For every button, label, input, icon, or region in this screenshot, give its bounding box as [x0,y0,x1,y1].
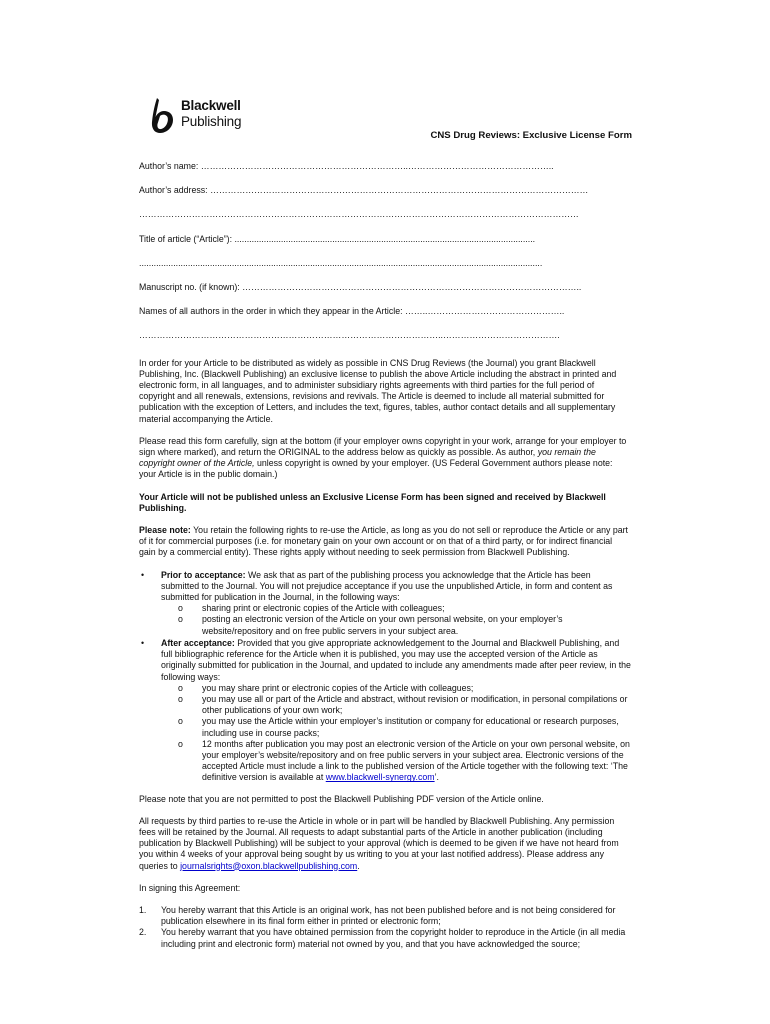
authors-name-field[interactable]: Author’s name: ……………………………………………………………..………………………………………….. [139,161,554,171]
blackwell-b-logo-icon [147,96,177,136]
item-text: You hereby warrant that you have obtained permission from the copyright holder to reproduce in the Article (in all media including print and electronic form) material not owned by you, and that you have acknowledged the source; [161,927,626,949]
authors-names-field[interactable]: Names of all authors in the order in which they appear in the Article: ……..……………………………………….. [139,306,565,317]
authors-address-field[interactable]: Author’s address: ………………………………………………………………………………………………………………… [139,185,589,196]
logo-wordmark [181,98,241,130]
item-number: 2. [139,927,147,938]
after-acceptance-text: Provided that you give appropriate acknowledgement to the Journal and Blackwell Publishing, and full bibliographic reference for the Article when it is published, you may use the accepted version of the Article as originally submitted for publication in the Journal, and updated to include any amendments made after peer review, in the following ways: [161,637,631,682]
pdf-notice-paragraph: Please note that you are not permitted to post the Blackwell Publishing PDF version of the Article online. [139,793,544,804]
rights-email-link[interactable]: journalsrights@oxon.blackwellpublishing.com [180,860,358,871]
manuscript-number-field[interactable]: Manuscript no. (if known): …………………………………………………………………………………………………….. [139,282,582,293]
retained-rights-paragraph [139,525,631,559]
warranty-list [139,905,631,950]
blackwell-logo [147,96,247,136]
form-body [139,161,631,950]
list-item [161,739,631,784]
list-item: o you may share print or electronic copies of the Article with colleagues; [161,683,631,694]
list-item [139,638,631,784]
copyright-owner-note: you remain the copyright owner of the Article, [139,447,596,469]
item-number: 1. [139,904,147,915]
rights-list [139,570,631,784]
form-title: CNS Drug Reviews: Exclusive License Form [430,130,632,141]
license-grant-paragraph: In order for your Article to be distributed as widely as possible in CNS Drug Reviews (the Journal) you grant Blackwell Publishing, Inc. (Blackwell Publishing) an exclusive license to publish the above Article including the abstract in printed and electronic form, in all languages, and to administer subsidiary rights agreements with third parties for the full period of copyright and all renewals, extensions, revisions and revivals. The Article is deemed to include all material submitted for publication with the exception of Letters, and includes the text, figures, tables, author contact details and all supplementary material accompanying the Article. [139,357,617,424]
logo-line2: Publishing [181,114,242,129]
prior-acceptance-label: Prior to acceptance: [161,569,246,580]
third-party-text-end: . [357,860,360,871]
signing-intro: In signing this Agreement: [139,882,241,893]
synergy-link[interactable]: www.blackwell-synergy.com [325,772,435,783]
list-item: o you may use all or part of the Article and abstract, without revision or modification, in personal compilations or other publications of your own work; [161,694,631,716]
logo-line1: Blackwell [181,98,241,113]
after-acceptance-label: After acceptance: [161,637,235,648]
prior-acceptance-text: We ask that as part of the publishing process you acknowledge that the Article has been submitted to the Journal. You will not prejudice acceptance if you use the unpublished Article, in form and content as submitted for publication in the Journal, in the following ways: [161,569,613,603]
instructions-paragraph [139,436,631,481]
please-note-label: Please note: [139,525,191,536]
third-party-text: All requests by third parties to re-use the Article in whole or in part will be handled by Blackwell Publishing. Any permission fees will be retained by the Journal. All requests to adapt substantial parts of the Article in another publication (including publication by Blackwell Publishing) will be subject to your approval (which is deemed to be given if we have not heard from you within 4 weeks of your approval being sought by us writing to you at your last notified address). Please address any queries to [139,815,619,871]
list-item: o posting an electronic version of the Article on your own personal website, on your employer’s website/repository and on free public servers in your subject area. [161,614,631,636]
retained-rights-text: You retain the following rights to re-use the Article, as long as you do not sell or reproduce the Article or any part of it for commercial purposes (i.e. for monetary gain on your own account or on that of a third party, or for indirect financial gain by a commercial entity). These rights apply without needing to seek permission from Blackwell Publishing. [139,525,629,558]
article-title-continuation-field[interactable]: ..................................................................................................................................................................... [139,257,543,268]
list-item [139,905,631,927]
article-title-field[interactable]: Title of article (“Article”): ........................................................................................................................... [139,233,536,244]
authors-names-continuation-field[interactable]: …………………………………………………………………………………………..…………………………………. [139,330,560,341]
publication-warning: Your Article will not be published unless an Exclusive License Form has been signed and received by Blackwell Publishing. [139,491,606,513]
item-text: You hereby warrant that this Article is an original work, has not been published before and is not being considered for publication elsewhere in its final form either in printed or electronic form; [161,904,616,927]
instructions-text-end: unless copyright is owned by your employer. (US Federal Government authors please note: your Article is in the public domain.) [139,458,613,480]
list-item: o you may use the Article within your employer’s institution or company for educational or research purposes, including use in course packs; [161,716,631,738]
posting-text-end: ’. [434,772,439,783]
posting-text: 12 months after publication you may post an electronic version of the Article on your own personal website, on your employer’s website/repository and on free public servers in your subject area. Electronic versions of the accepted Article must include a link to the published version of the Article together with the following text: ‘The definitive version is available at [202,738,630,783]
instructions-text: Please read this form carefully, sign at the bottom (if your employer owns copyright in your work, arrange for your employer to sign where marked), and return the ORIGINAL to the address below as quickly as possible. As author, [139,435,627,458]
third-party-requests-paragraph [139,816,631,872]
list-item [139,927,631,949]
authors-address-continuation-field[interactable]: …………………………………………………………………………………………………………………………………… [139,209,579,220]
after-acceptance-sublist [161,683,631,784]
list-item [139,570,631,637]
prior-acceptance-sublist [161,603,631,637]
list-item: o sharing print or electronic copies of the Article with colleagues; [161,603,631,614]
